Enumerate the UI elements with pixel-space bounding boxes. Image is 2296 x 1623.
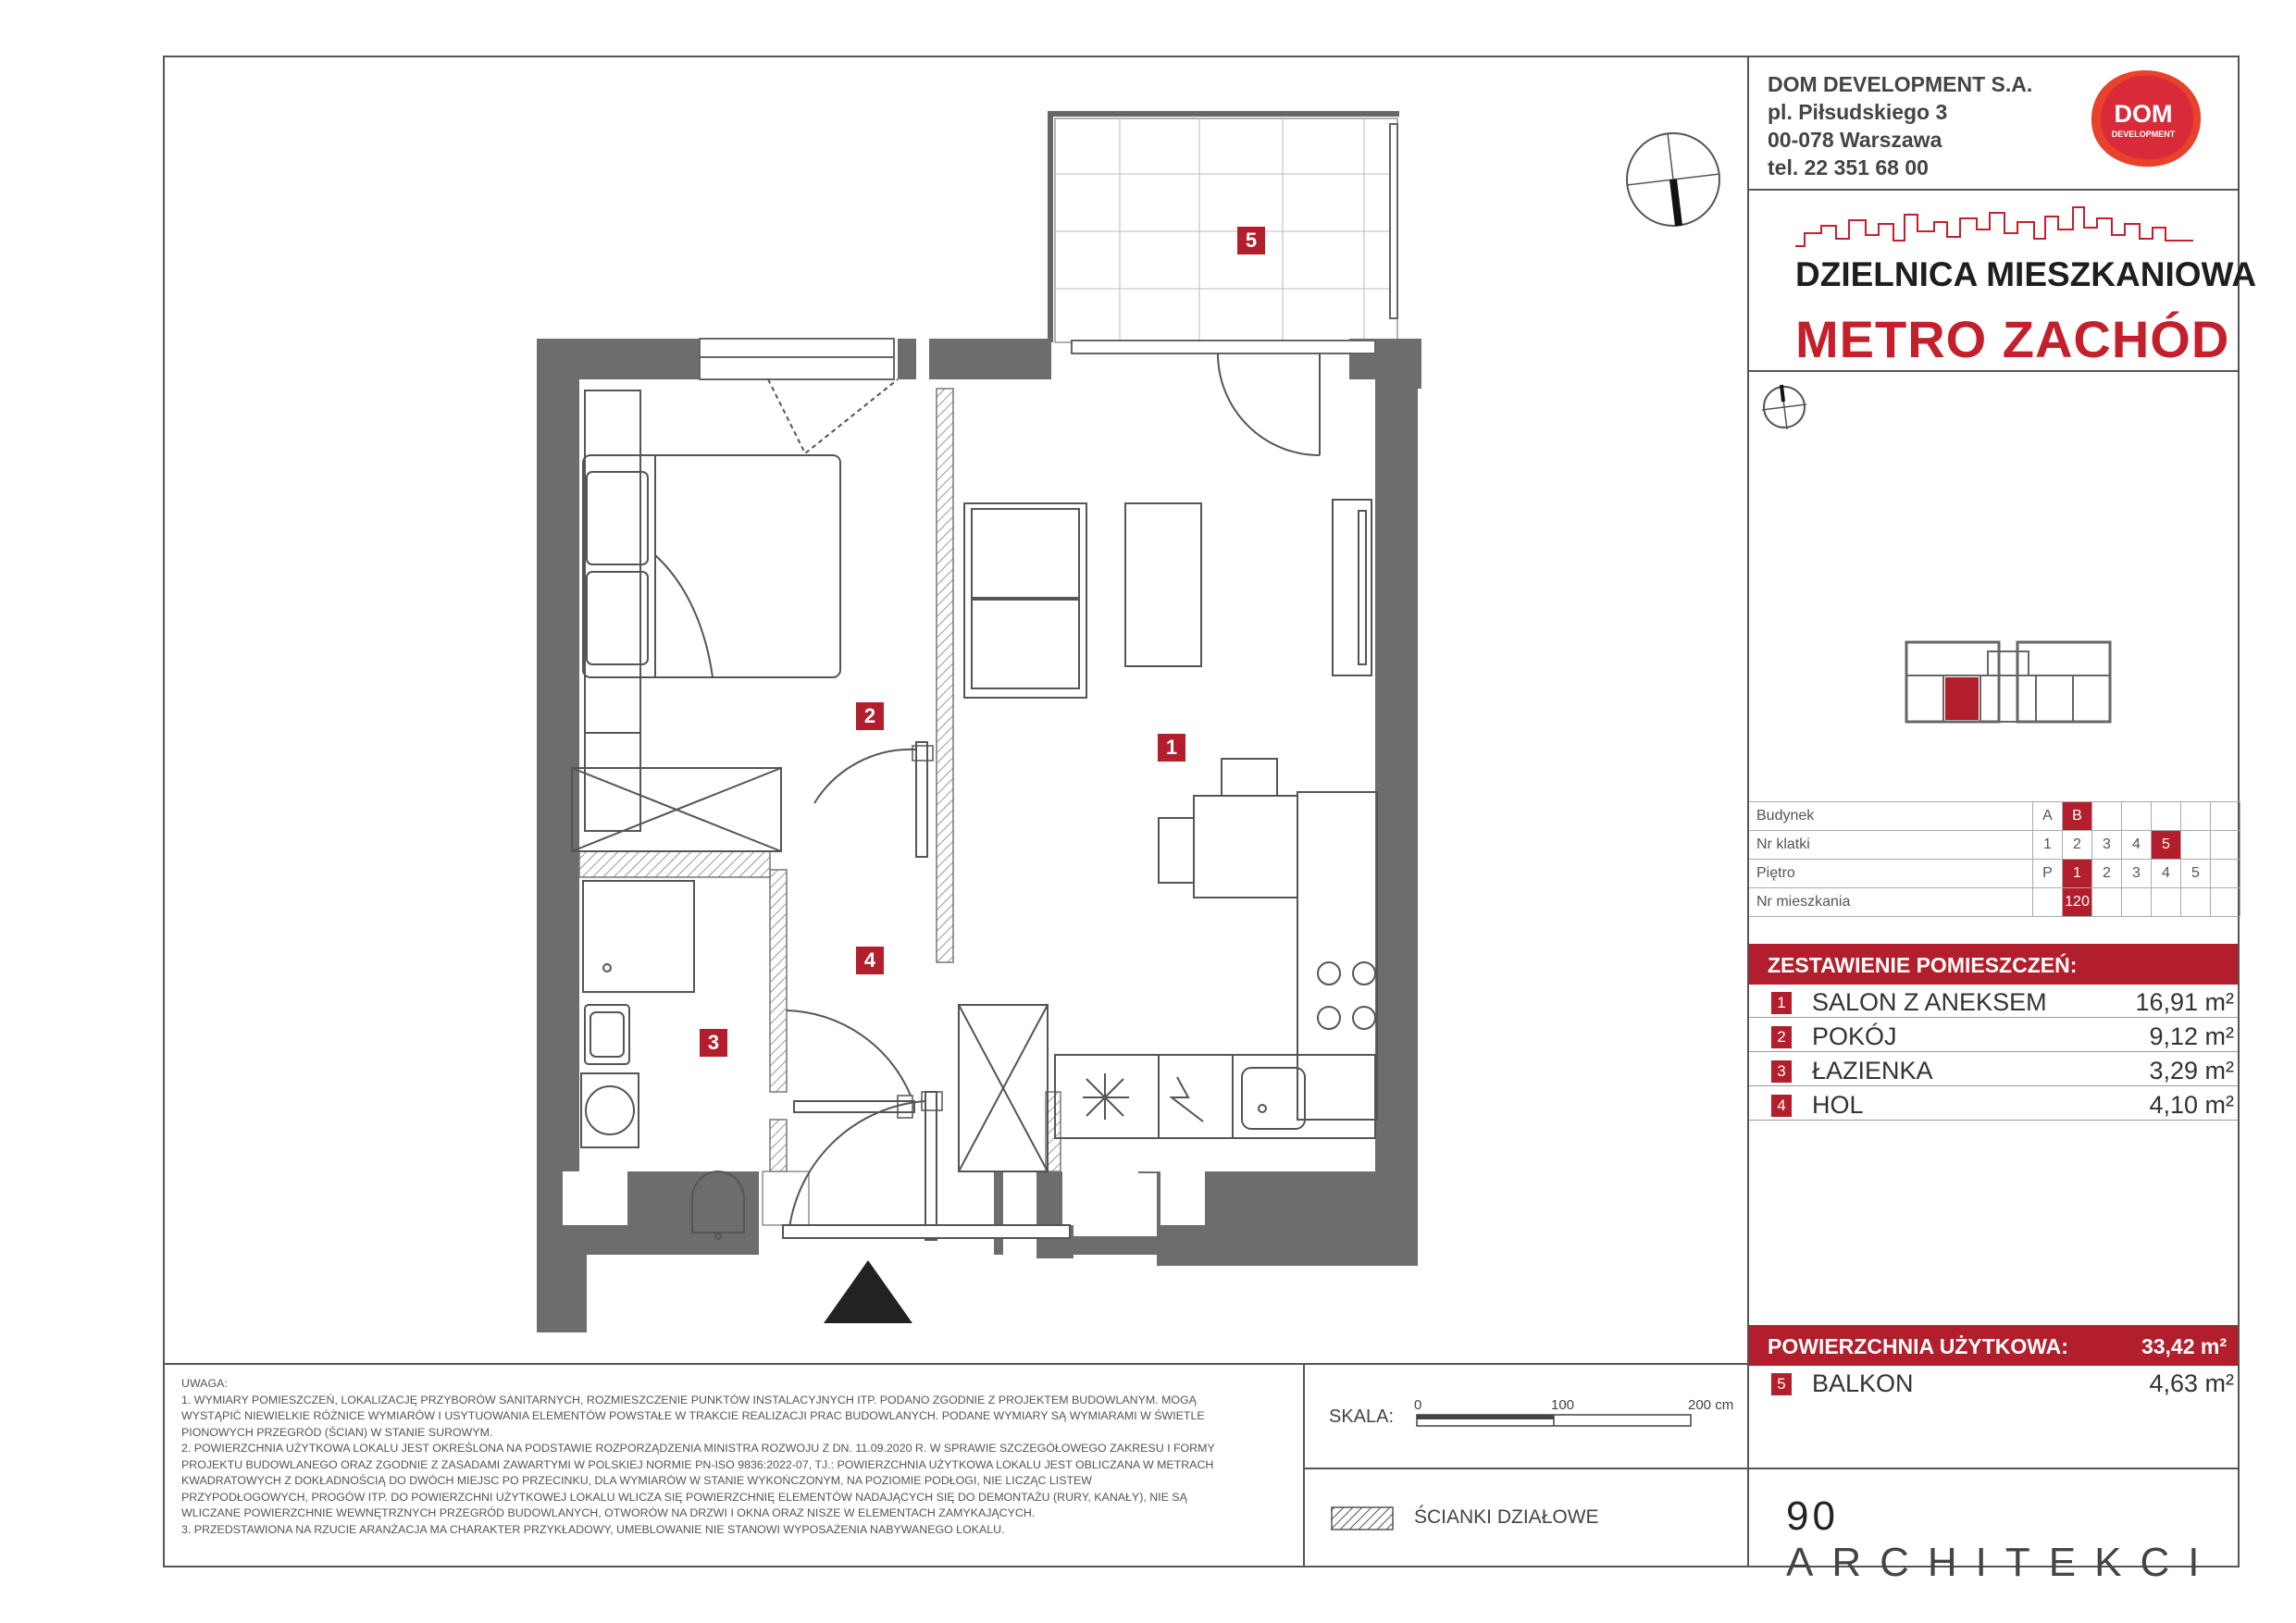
info-row-label: Nr mieszkania — [1749, 888, 2033, 917]
partition-wall-legend-icon — [1331, 1506, 1394, 1530]
room-name: POKÓJ — [1812, 1022, 1897, 1050]
info-cell: 3 — [2122, 860, 2152, 888]
plan-label-pokoj: 2 — [856, 702, 884, 730]
info-cell: 120 — [2063, 888, 2092, 917]
scale-tick-0: 0 — [1414, 1397, 1422, 1413]
info-cell: 1 — [2033, 831, 2063, 860]
company-phone: tel. 22 351 68 00 — [1768, 155, 1929, 180]
info-cell — [2092, 802, 2122, 831]
info-cell: 3 — [2092, 831, 2122, 860]
note-line: 3. PRZEDSTAWIONA NA RZUCIE ARANŻACJA MA CHARAKTER PRZYKŁADOWY, UMEBLOWANIE NIE STANOWI WYPOSAŻENIA NABYWANEGO LOKALU. — [181, 1522, 1005, 1536]
skyline-icon — [1795, 202, 2193, 248]
info-cell: B — [2063, 802, 2092, 831]
info-row-label: Nr klatki — [1749, 831, 2033, 860]
note-line: WLICZANE POWIERZCHNIE WEWNĘTRZNYCH PRZEGRÓD BUDOWLANYCH, OTWORÓW NA DRZWI I OKNA ORAZ NISZE W ELEMENTACH ZAMYKAJĄCYCH. — [181, 1506, 1036, 1519]
room-separator — [1749, 1051, 2238, 1052]
room-row — [1771, 1089, 2234, 1122]
shaft — [763, 1171, 809, 1225]
room-separator — [1749, 1017, 2238, 1018]
info-cell — [2122, 802, 2152, 831]
interior-floor — [579, 379, 1375, 1171]
room-area: 4,10 m² — [2149, 1091, 2234, 1119]
room-number: 3 — [1771, 1060, 1792, 1083]
info-cell — [2152, 888, 2181, 917]
room-area: 3,29 m² — [2149, 1057, 2234, 1084]
note-line: WYSTĄPIĆ NIEWIELKIE RÓŻNICE WYMIARÓW I USYTUOWANIA ELEMENTÓW POWSTAŁE W TRAKCIE REALIZACJI PRAC BUDOWLANYCH. PODANE WYMIARY SĄ WYMIARAMI W ŚWIETLE — [181, 1409, 1205, 1422]
shaft — [1160, 1171, 1205, 1225]
info-cell — [2181, 888, 2211, 917]
room-row — [1771, 1055, 2234, 1088]
room-separator — [1749, 1120, 2238, 1121]
shaft — [563, 1171, 627, 1225]
usable-area-label: POWIERZCHNIA UŻYTKOWA: — [1768, 1334, 2068, 1358]
room-number: 2 — [1771, 1026, 1792, 1048]
info-cell — [2181, 802, 2211, 831]
scale-tick-200: 200 cm — [1688, 1397, 1734, 1413]
balcony-number: 5 — [1771, 1373, 1792, 1395]
divider-title — [1747, 370, 2240, 372]
room-row — [1771, 1021, 2234, 1054]
balcony-name: BALKON — [1812, 1369, 1914, 1397]
room-number: 4 — [1771, 1095, 1792, 1117]
note-line: PIONOWYCH PRZEGRÓD (ŚCIAN) W STANIE SUROWYM. — [181, 1425, 493, 1439]
project-title-line2: METRO ZACHÓD — [1795, 310, 2230, 368]
info-cell — [2211, 831, 2240, 860]
info-cell: 5 — [2181, 860, 2211, 888]
notes-heading: UWAGA: — [181, 1377, 228, 1390]
rooms-header-label: ZESTAWIENIE POMIESZCZEŃ: — [1768, 953, 2078, 977]
apartment-info-table — [1749, 801, 2240, 917]
info-cell — [2211, 888, 2240, 917]
company-city: 00-078 Warszawa — [1768, 128, 1942, 152]
partition-wall — [770, 1120, 787, 1171]
usable-area-bar — [1749, 1325, 2238, 1366]
architect-name: ARCHITEKCI — [1786, 1540, 2218, 1585]
info-table-row — [1749, 802, 2240, 831]
info-cell: P — [2033, 860, 2063, 888]
info-cell: 2 — [2063, 831, 2092, 860]
info-cell: 1 — [2063, 860, 2092, 888]
note-line: PROJEKTU BUDOWLANEGO ORAZ ZGODNIE Z ZASADAMI ZAWARTYMI W POLSKIEJ NORMIE PN-ISO 9836:2022-07, TJ.: POWIERZCHNIA UŻYTKOWA LOKALU JEST OBLICZANA W METRACH — [181, 1457, 1214, 1471]
key-plan-icon — [1888, 635, 2128, 737]
architect-credit — [1786, 1493, 2296, 1586]
room-name: SALON Z ANEKSEM — [1812, 988, 2047, 1016]
info-row-label: Budynek — [1749, 802, 2033, 831]
balcony-area: 4,63 m² — [2149, 1369, 2234, 1397]
scale-tick-100: 100 — [1551, 1397, 1575, 1413]
info-cell: A — [2033, 802, 2063, 831]
shaft — [1059, 1171, 1138, 1225]
notes-block — [181, 1376, 1292, 1538]
compass-small-icon — [1756, 379, 1812, 435]
info-table-row — [1749, 860, 2240, 888]
partition-wall — [770, 870, 787, 1092]
plan-label-balkon: 5 — [1237, 227, 1265, 254]
note-line: 1. WYMIARY POMIESZCZEŃ, LOKALIZACJĘ PRZYBORÓW SANITARNYCH, ROZMIESZCZENIE PUNKTÓW INSTALACYJNYCH ITP. PODANO ZGODNIE Z PROJEKTEM BUDOWLANYM. MOGĄ — [181, 1393, 1197, 1406]
room-row — [1771, 986, 2234, 1020]
scale-bar — [1416, 1414, 1694, 1429]
info-cell — [2211, 860, 2240, 888]
plan-label-hol: 4 — [856, 947, 884, 974]
partition-wall — [579, 851, 770, 877]
info-cell: 5 — [2152, 831, 2181, 860]
info-cell: 2 — [2092, 860, 2122, 888]
divider-scale — [1303, 1468, 2240, 1469]
dom-development-logo — [2084, 67, 2206, 170]
room-name: ŁAZIENKA — [1812, 1057, 1933, 1084]
company-block — [1768, 70, 2032, 181]
info-cell — [2122, 888, 2152, 917]
info-cell: 4 — [2152, 860, 2181, 888]
room-area: 9,12 m² — [2149, 1022, 2234, 1050]
balcony-row — [1771, 1368, 2234, 1401]
info-cell: 4 — [2122, 831, 2152, 860]
floor-plan — [518, 93, 1555, 1332]
legend-partition-walls: ŚCIANKI DZIAŁOWE — [1414, 1506, 1599, 1528]
info-row-label: Piętro — [1749, 860, 2033, 888]
plan-label-lazienka: 3 — [700, 1029, 727, 1057]
info-table-row — [1749, 831, 2240, 860]
partition-wall — [937, 389, 953, 962]
divider-notes — [1303, 1363, 1305, 1567]
company-street: pl. Piłsudskiego 3 — [1768, 100, 1948, 124]
note-line: PRZYPODŁOGOWYCH, PROGÓW ITP. DO POWIERZCHNI UŻYTKOWEJ LOKALU WLICZA SIĘ POWIERZCHNIĘ ELEMENTÓW NADAJĄCYCH SIĘ DO DEMONTAŻU (RURY, KANAŁY), NIE SĄ — [181, 1490, 1187, 1504]
project-title-line1: DZIELNICA MIESZKANIOWA — [1795, 255, 2257, 293]
room-separator — [1749, 1085, 2238, 1086]
info-cell — [2092, 888, 2122, 917]
info-table-row — [1749, 888, 2240, 917]
rooms-header — [1749, 944, 2238, 985]
company-name: DOM DEVELOPMENT S.A. — [1768, 72, 2033, 96]
scale-label: SKALA: — [1329, 1406, 1395, 1427]
usable-area-value: 33,42 m² — [2141, 1334, 2227, 1358]
info-cell — [2152, 802, 2181, 831]
divider-company — [1747, 189, 2240, 191]
entrance-arrow-icon — [824, 1260, 912, 1323]
info-cell — [2211, 802, 2240, 831]
note-line: 2. POWIERZCHNIA UŻYTKOWA LOKALU JEST OKREŚLONA NA PODSTAWIE ROZPORZĄDZENIA MINISTRA ROZWOJU Z DN. 11.09.2020 R. W SPRAWIE SZCZEGÓŁOWEGO ZAKRESU I FORMY — [181, 1442, 1215, 1455]
info-cell — [2181, 831, 2211, 860]
room-area: 16,91 m² — [2135, 988, 2234, 1016]
compass-north-icon — [1621, 128, 1725, 231]
note-line: KWADRATOWYCH Z DOKŁADNOŚCIĄ DO DWÓCH MIEJSC PO PRZECINKU, DLA WYMIARÓW W STANIE WYKOŃCZONYM, NA POZIOMIE PODŁOGI, NIE LICZĄC LISTEW — [181, 1474, 1092, 1487]
plan-label-salon: 1 — [1158, 734, 1185, 762]
room-number: 1 — [1771, 992, 1792, 1014]
logo-text-bottom: DEVELOPMENT — [2111, 130, 2176, 139]
balcony-outline — [1048, 111, 1399, 342]
room-name: HOL — [1812, 1091, 1864, 1119]
info-cell — [2033, 888, 2063, 917]
architect-number: 90 — [1786, 1493, 1839, 1539]
logo-text-top: DOM — [2114, 100, 2173, 128]
